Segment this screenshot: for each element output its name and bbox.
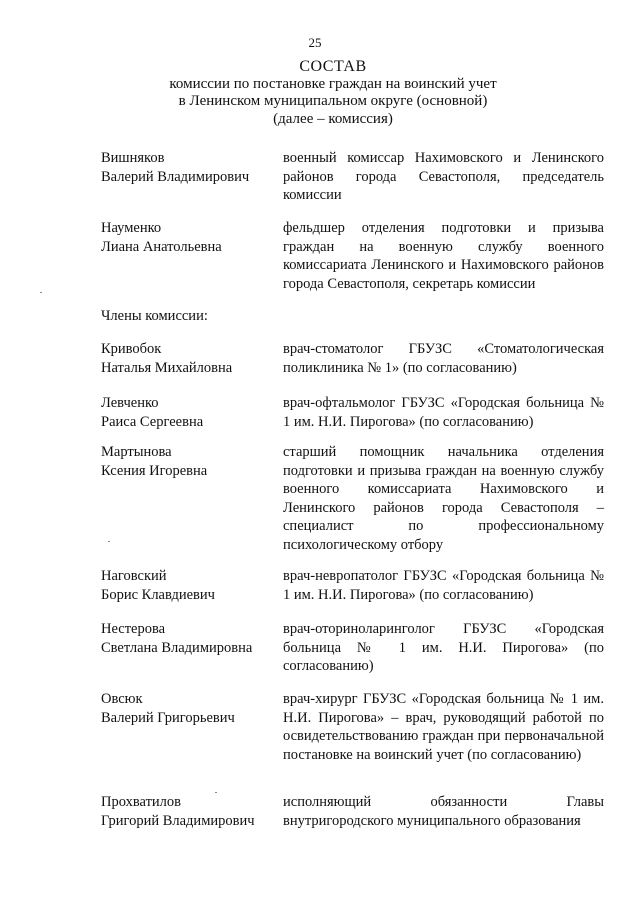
member-given-name: Лиана Анатольевна — [101, 238, 222, 255]
member-role: врач-хирург ГБУЗС «Городская больница № 1 им. Н.И. Пирогова» – врач, руководящий работой по освидетельствованию граждан при первоначальной постановке на воинский учет (по согласованию) — [283, 691, 604, 763]
member-given-name: Светлана Владимировна — [101, 639, 253, 656]
member-given-name: Борис Клавдиевич — [101, 586, 215, 603]
member-name — [101, 219, 276, 256]
member-surname: Вишняков — [101, 150, 165, 166]
member-given-name: Валерий Владимирович — [101, 168, 250, 185]
member-role: врач-офтальмолог ГБУЗС «Городская больница № 1 им. Н.И. Пирогова» (по согласованию) — [283, 395, 604, 430]
member-role: старший помощник начальника отделения подготовки и призыва граждан на военную службу военного комиссариата Нахимовского и Ленинского районов города Севастополя – специалист по профессиональному психологическому отбору — [283, 444, 604, 553]
member-role: врач-невропатолог ГБУЗС «Городская больница № 1 им. Н.И. Пирогова» (по согласованию) — [283, 568, 604, 603]
member-name — [101, 149, 276, 186]
member-given-name: Наталья Михайловна — [101, 359, 233, 376]
member-name — [101, 620, 276, 657]
member-given-name: Раиса Сергеевна — [101, 413, 204, 430]
member-role: военный комиссар Нахимовского и Ленинского районов города Севастополя, председатель комиссии — [283, 150, 604, 203]
member-name — [101, 340, 276, 377]
member-surname: Нестерова — [101, 621, 166, 637]
member-surname: Прохватилов — [101, 794, 182, 810]
member-surname: Науменко — [101, 220, 162, 236]
member-surname: Мартынова — [101, 444, 172, 460]
member-role: врач-стоматолог ГБУЗС «Стоматологическая поликлиника № 1» (по согласованию) — [283, 341, 604, 376]
member-name — [101, 793, 276, 830]
title-main: СОСТАВ — [299, 58, 367, 75]
scan-speck — [108, 541, 110, 542]
member-given-name: Григорий Владимирович — [101, 812, 255, 829]
page-number: 25 — [308, 35, 322, 50]
document-title — [38, 58, 628, 128]
member-surname: Кривобок — [101, 341, 162, 357]
member-role: исполняющий обязанности Главы внутригородского муниципального образования — [283, 794, 604, 829]
title-line-2: в Ленинском муниципальном округе (основной) — [178, 93, 488, 109]
member-role: фельдшер отделения подготовки и призыва граждан на военную службу военного комиссариата Ленинского и Нахимовского районов города Севастополя, секретарь комиссии — [283, 220, 604, 292]
member-surname: Левченко — [101, 395, 159, 411]
member-surname: Овсюк — [101, 691, 143, 707]
title-line-1: комиссии по постановке граждан на воинский учет — [169, 75, 497, 92]
member-role: врач-оториноларинголог ГБУЗС «Городская больница № 1 им. Н.И. Пирогова» (по согласованию) — [283, 621, 604, 674]
scan-speck — [40, 292, 42, 293]
member-surname: Наговский — [101, 568, 167, 584]
member-given-name: Ксения Игоревна — [101, 462, 208, 479]
member-given-name: Валерий Григорьевич — [101, 709, 235, 726]
scan-speck — [215, 792, 217, 793]
title-line-3: (далее – комиссия) — [273, 110, 393, 127]
member-name — [101, 690, 276, 727]
member-name — [101, 394, 276, 431]
member-name — [101, 443, 276, 480]
members-label: Члены комиссии: — [101, 308, 208, 324]
member-name — [101, 567, 276, 604]
